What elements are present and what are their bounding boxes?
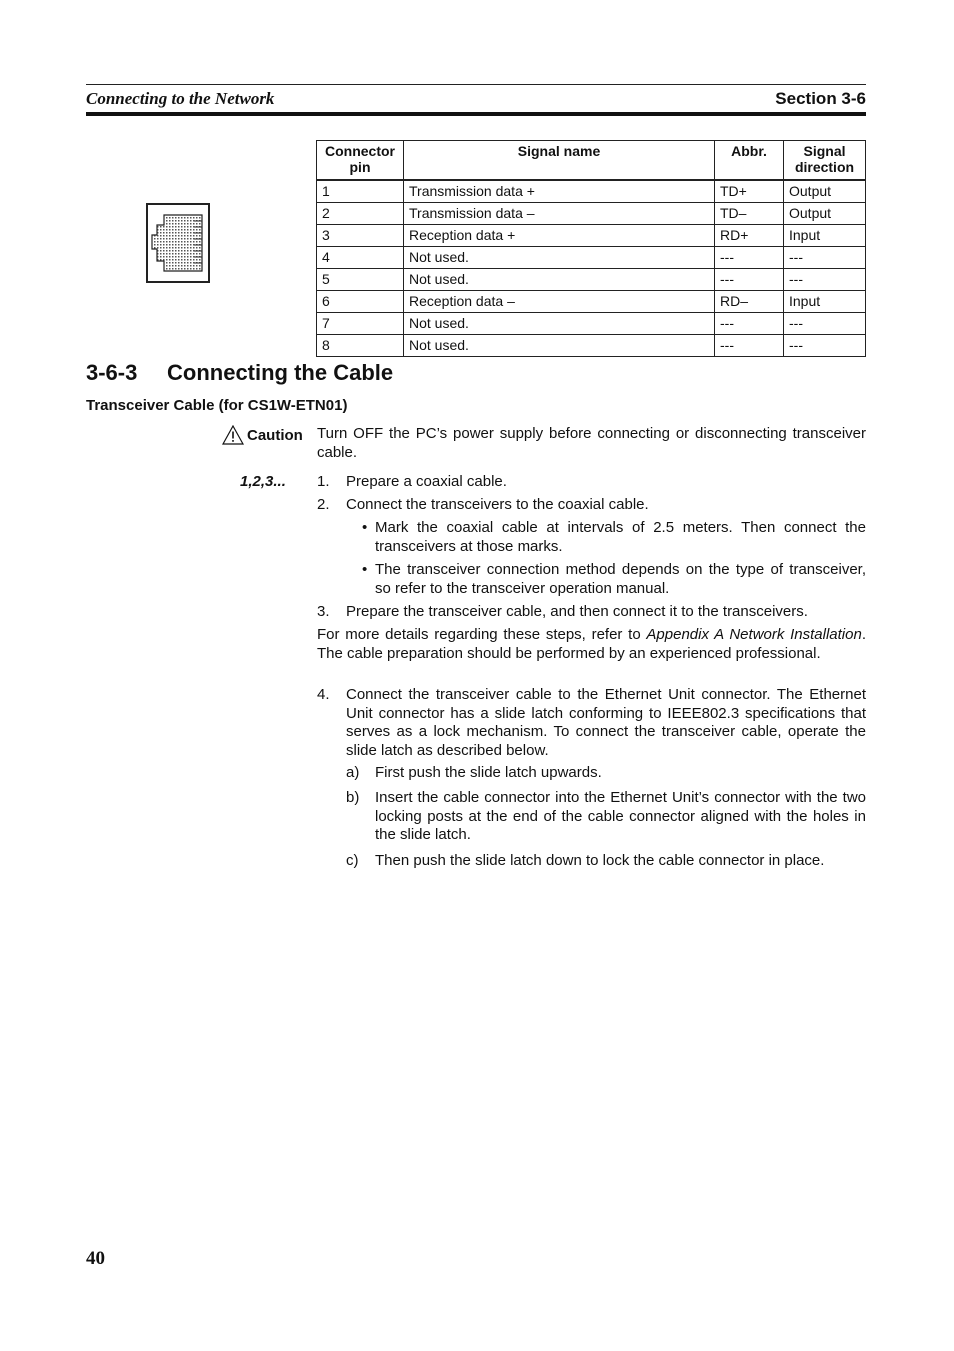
section-label: Section 3-6: [775, 89, 866, 108]
caution-word: Caution: [247, 426, 303, 444]
signal-cell: Not used.: [404, 335, 715, 357]
table-row: [317, 313, 866, 335]
header-abbr: Abbr.: [715, 141, 784, 181]
direction-cell: Input: [784, 225, 866, 247]
signal-cell: Transmission data +: [404, 180, 715, 203]
pin-cell: 4: [317, 247, 404, 269]
header-signal-direction: Signal direction: [784, 141, 866, 181]
bullet-glyph: •: [362, 561, 368, 578]
abbr-cell: ---: [715, 313, 784, 335]
signal-cell: Reception data +: [404, 225, 715, 247]
table-row: [317, 291, 866, 313]
table-row: [317, 335, 866, 357]
substep-text: Insert the cable connector into the Ethernet Unit’s connector with the two locking posts at the end of the cable connector aligned with the holes in the slide latch.: [375, 789, 866, 843]
pin-cell: 5: [317, 269, 404, 291]
direction-cell: ---: [784, 335, 866, 357]
pin-cell: 3: [317, 225, 404, 247]
header-connector-pin: Connector pin: [317, 141, 404, 181]
direction-cell: Output: [784, 203, 866, 225]
rj45-jack-icon: [148, 205, 208, 281]
substep-label: b): [346, 789, 360, 806]
substep-a: [346, 764, 866, 783]
abbr-cell: TD–: [715, 203, 784, 225]
caution-label: [222, 425, 303, 445]
abbr-cell: TD+: [715, 180, 784, 203]
signal-cell: Not used.: [404, 247, 715, 269]
pin-cell: 8: [317, 335, 404, 357]
warning-triangle-icon: [222, 425, 244, 445]
chapter-title: Connecting to the Network: [86, 89, 275, 108]
step-1: [317, 473, 866, 492]
signal-cell: Not used.: [404, 313, 715, 335]
substep-label: a): [346, 764, 360, 781]
direction-cell: Output: [784, 180, 866, 203]
signal-cell: Transmission data –: [404, 203, 715, 225]
abbr-cell: RD–: [715, 291, 784, 313]
abbr-cell: ---: [715, 335, 784, 357]
direction-cell: ---: [784, 313, 866, 335]
step-3: [317, 603, 866, 622]
direction-cell: Input: [784, 291, 866, 313]
section-title: Connecting the Cable: [167, 360, 394, 385]
section-number: 3-6-3: [86, 360, 138, 385]
table-header-row: [317, 141, 866, 181]
header-bottom-rule: [86, 112, 866, 116]
pin-cell: 1: [317, 180, 404, 203]
note-text-after: . The cable preparation should be performed by an experienced professional.: [317, 626, 866, 662]
header-signal-name: Signal name: [404, 141, 715, 181]
section-heading: [86, 360, 393, 386]
step-number: 3.: [317, 603, 330, 620]
step-text: Connect the transceiver cable to the Ethernet Unit connector. The Ethernet Unit connector has a slide latch conforming to IEEE802.3 specifications that serves as a lock mechanism. To connect the transceiver cable, operate the slide latch as described below.: [346, 686, 866, 759]
bullet-item: [362, 561, 866, 598]
step-4: [317, 686, 866, 760]
direction-cell: ---: [784, 269, 866, 291]
substep-label: c): [346, 852, 359, 869]
connector-pin-table: [316, 140, 866, 357]
substep-text: First push the slide latch upwards.: [375, 764, 602, 781]
table-row: [317, 180, 866, 203]
abbr-cell: ---: [715, 269, 784, 291]
abbr-cell: RD+: [715, 225, 784, 247]
step-number: 2.: [317, 496, 330, 513]
table-row: [317, 269, 866, 291]
appendix-reference: Appendix A Network Installation: [646, 626, 862, 643]
bullet-glyph: •: [362, 519, 368, 536]
bullet-text: The transceiver connection method depends on the type of transceiver, so refer to the transceiver operation manual.: [375, 561, 866, 597]
direction-cell: ---: [784, 247, 866, 269]
table-row: [317, 203, 866, 225]
bullet-item: [362, 519, 866, 556]
substep-c: [346, 852, 866, 871]
table-row: [317, 247, 866, 269]
step-text: Prepare a coaxial cable.: [346, 473, 507, 490]
step-text: Connect the transceivers to the coaxial cable.: [346, 496, 649, 513]
substep-text: Then push the slide latch down to lock the cable connector in place.: [375, 852, 825, 869]
signal-cell: Not used.: [404, 269, 715, 291]
header-top-rule: [86, 84, 866, 85]
table-row: [317, 225, 866, 247]
subheading: Transceiver Cable (for CS1W-ETN01): [86, 397, 348, 414]
note-text-before: For more details regarding these steps, refer to: [317, 626, 647, 643]
step-text: Prepare the transceiver cable, and then connect it to the transceivers.: [346, 603, 808, 620]
abbr-cell: ---: [715, 247, 784, 269]
caution-text: Turn OFF the PC’s power supply before connecting or disconnecting transceiver cable.: [317, 425, 866, 461]
substep-b: [346, 789, 866, 845]
step-2: [317, 496, 866, 515]
pin-cell: 6: [317, 291, 404, 313]
step-number: 1.: [317, 473, 330, 490]
bullet-text: Mark the coaxial cable at intervals of 2.5 meters. Then connect the transceivers at those marks.: [375, 519, 866, 555]
pin-cell: 2: [317, 203, 404, 225]
page-number: 40: [86, 1248, 105, 1269]
step-number: 4.: [317, 686, 330, 703]
rj45-connector-diagram: [146, 203, 210, 283]
pin-cell: 7: [317, 313, 404, 335]
signal-cell: Reception data –: [404, 291, 715, 313]
note-paragraph: [317, 626, 866, 663]
procedure-label: 1,2,3...: [240, 473, 286, 490]
